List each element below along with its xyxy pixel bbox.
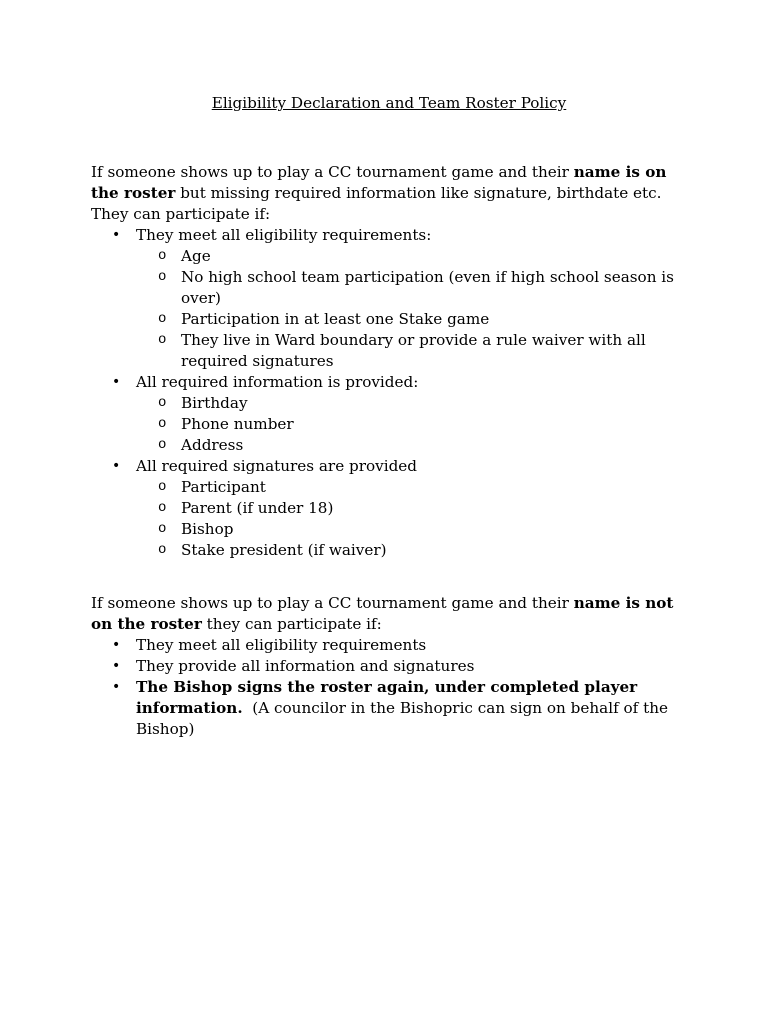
bullet-icon: • [112,227,121,243]
sub-list-item [136,519,687,540]
bullet-icon: • [112,679,121,695]
sub-list-item-label: Stake president (if waiver) [181,541,387,559]
document-page [91,92,687,740]
sub-list [136,393,687,456]
list-item-label: All required signatures are provided [136,457,418,475]
sub-list-item [136,309,687,330]
sub-list-item [136,246,687,267]
section-1-intro [91,162,687,225]
section-name-not-on-roster [91,593,687,740]
list-item-label: They provide all information and signatures [136,657,475,675]
list-item-label: They meet all eligibility requirements [136,636,427,654]
section-2-intro-before: If someone shows up to play a CC tournament game and their [91,594,574,612]
section-1-intro-bold: name is on the roster [91,163,667,202]
sub-bullet-icon: o [158,542,167,558]
sub-bullet-icon: o [158,521,167,537]
sub-bullet-icon: o [158,311,167,327]
section-2-intro-bold: name is not on the roster [91,594,674,633]
sub-list-item-label: Participant [181,478,266,496]
sub-bullet-icon: o [158,269,167,285]
sub-list-item-label: Phone number [181,415,294,433]
list-item [91,225,687,372]
sub-list [136,477,687,561]
sub-list-item [136,498,687,519]
sub-list-item-label: Participation in at least one Stake game [181,310,490,328]
list-item-bold-label: The Bishop signs the roster again, under completed player information. [136,678,638,717]
section-2-list [91,635,687,740]
sub-list-item [136,540,687,561]
document-title: Eligibility Declaration and Team Roster Policy [211,94,567,112]
list-item-note: (A councilor in the Bishopric can sign on behalf of the Bishop) [136,699,673,738]
section-1-list [91,225,687,561]
sub-bullet-icon: o [158,437,167,453]
bullet-icon: • [112,374,121,390]
sub-list [136,246,687,372]
list-item [91,677,687,740]
sub-list-item-label: Birthday [181,394,248,412]
list-item-label: All required information is provided: [136,373,419,391]
sub-bullet-icon: o [158,416,167,432]
sub-list-item-label: Age [181,247,211,265]
sub-list-item [136,414,687,435]
list-item-label: They meet all eligibility requirements: [136,226,432,244]
bullet-icon: • [112,458,121,474]
list-item [91,656,687,677]
sub-list-item [136,267,687,309]
bullet-icon: • [112,658,121,674]
sub-list-item [136,477,687,498]
sub-list-item [136,435,687,456]
section-1-intro-after: but missing required information like signature, birthdate etc. They can participate if: [91,184,662,223]
section-name-on-roster [91,162,687,561]
bullet-icon: • [112,637,121,653]
sub-bullet-icon: o [158,500,167,516]
sub-list-item-label: Bishop [181,520,234,538]
section-2-intro [91,593,687,635]
sub-list-item-label: Address [181,436,244,454]
sub-list-item-label: No high school team participation (even if high school season is over) [181,268,674,307]
sub-list-item [136,393,687,414]
list-item [91,635,687,656]
list-item [91,372,687,456]
sub-list-item-label: Parent (if under 18) [181,499,334,517]
sub-bullet-icon: o [158,395,167,411]
list-item [91,456,687,561]
sub-list-item-label: They live in Ward boundary or provide a rule waiver with all required signatures [181,331,646,370]
sub-list-item [136,330,687,372]
section-1-intro-before: If someone shows up to play a CC tournament game and their [91,163,574,181]
sub-bullet-icon: o [158,248,167,264]
section-2-intro-after: they can participate if: [201,615,382,633]
sub-bullet-icon: o [158,479,167,495]
sub-bullet-icon: o [158,332,167,348]
